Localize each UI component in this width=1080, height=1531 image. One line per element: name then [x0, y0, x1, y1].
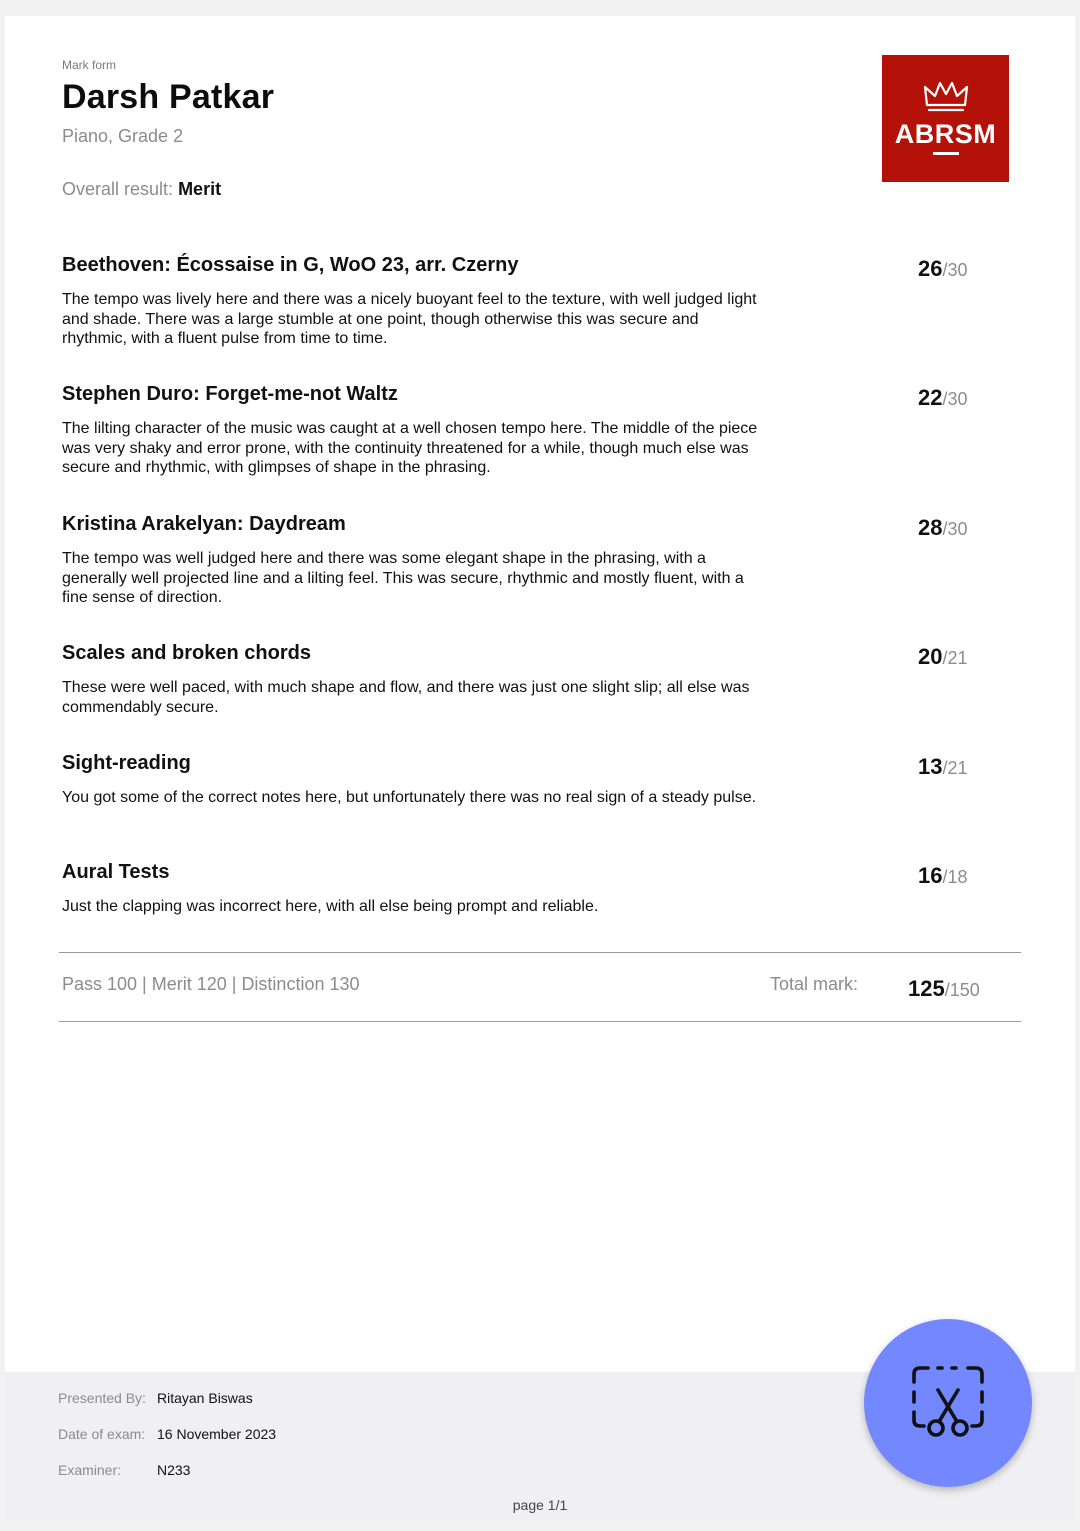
section-comment: You got some of the correct notes here, but unfortunately there was no real sign of a steady pulse. — [62, 789, 757, 806]
screenshot-capture-button[interactable] — [864, 1319, 1032, 1487]
overall-result-value: Merit — [178, 179, 222, 199]
presented-by-label: Presented By: — [58, 1390, 146, 1406]
section-score — [918, 644, 968, 670]
examiner-label: Examiner: — [58, 1462, 122, 1478]
section-title: Stephen Duro: Forget-me-not Waltz — [62, 383, 398, 405]
section-title: Beethoven: Écossaise in G, WoO 23, arr. Czerny — [62, 254, 519, 276]
score-max: /21 — [942, 648, 968, 668]
exam-date-row — [58, 1426, 277, 1442]
presented-by-value: Ritayan Biswas — [157, 1390, 253, 1406]
score-value: 26 — [918, 256, 943, 281]
candidate-name: Darsh Patkar — [62, 78, 275, 116]
section-comment: The tempo was well judged here and there was some elegant shape in the phrasing, with a generally well projected line and a lilting feel. This was secure, rhythmic and mostly fluent, with a fine sense of direction. — [62, 550, 744, 606]
section-score — [918, 754, 968, 780]
total-score-max: /150 — [944, 980, 980, 1000]
abrsm-logo — [882, 55, 1009, 182]
section-title: Sight-reading — [62, 752, 191, 774]
exam-date-label: Date of exam: — [58, 1426, 146, 1442]
score-value: 16 — [918, 863, 943, 888]
section-comment: The tempo was lively here and there was a nicely buoyant feel to the texture, with well judged light and shade. There was a large stumble at one point, though otherwise this was secure and rhythmic, with a fluent pulse from time to time. — [62, 291, 757, 347]
exam-date-value: 16 November 2023 — [157, 1426, 277, 1442]
screenshot-scissors-icon — [908, 1362, 988, 1442]
section-comment: Just the clapping was incorrect here, with all else being prompt and reliable. — [62, 898, 599, 915]
mark-section — [62, 642, 1022, 717]
section-score — [918, 863, 968, 889]
mark-section — [62, 752, 1022, 808]
mark-section — [62, 254, 1022, 349]
score-max: /30 — [942, 389, 968, 409]
presented-by-row — [58, 1390, 253, 1406]
section-title: Kristina Arakelyan: Daydream — [62, 513, 346, 535]
section-title: Scales and broken chords — [62, 642, 311, 664]
examiner-row — [58, 1462, 191, 1478]
score-max: /18 — [942, 867, 968, 887]
mark-section — [62, 513, 1022, 608]
grade-thresholds: Pass 100 | Merit 120 | Distinction 130 — [62, 974, 360, 994]
section-comment: These were well paced, with much shape and flow, and there was just one slight slip; all else was commendably secure. — [62, 679, 750, 716]
logo-underline — [933, 152, 959, 155]
form-kicker: Mark form — [62, 58, 116, 72]
divider — [59, 1021, 1021, 1022]
score-value: 20 — [918, 644, 943, 669]
total-mark — [908, 976, 980, 1002]
mark-section — [62, 861, 1022, 917]
mark-section — [62, 383, 1022, 478]
score-value: 28 — [918, 515, 943, 540]
section-score — [918, 256, 968, 282]
section-score — [918, 385, 968, 411]
overall-result — [62, 179, 221, 200]
examiner-value: N233 — [157, 1462, 191, 1478]
score-max: /21 — [942, 758, 968, 778]
score-max: /30 — [942, 519, 968, 539]
mark-form-page — [5, 16, 1075, 1522]
total-score-value: 125 — [908, 976, 945, 1001]
section-title: Aural Tests — [62, 861, 170, 883]
overall-result-label: Overall result: — [62, 179, 174, 199]
score-value: 13 — [918, 754, 943, 779]
score-value: 22 — [918, 385, 943, 410]
logo-wordmark: ABRSM — [894, 119, 997, 149]
crown-icon — [919, 79, 973, 113]
section-score — [918, 515, 968, 541]
divider — [59, 952, 1021, 953]
section-comment: The lilting character of the music was caught at a well chosen tempo here. The middle of the piece was very shaky and error prone, with the continuity threatened for a while, though much else was secure and rhythmic, with glimpses of shape in the phrasing. — [62, 420, 758, 476]
page-number: page 1/1 — [512, 1497, 568, 1513]
total-mark-label: Total mark: — [770, 974, 859, 994]
instrument-grade: Piano, Grade 2 — [62, 126, 184, 146]
score-max: /30 — [942, 260, 968, 280]
